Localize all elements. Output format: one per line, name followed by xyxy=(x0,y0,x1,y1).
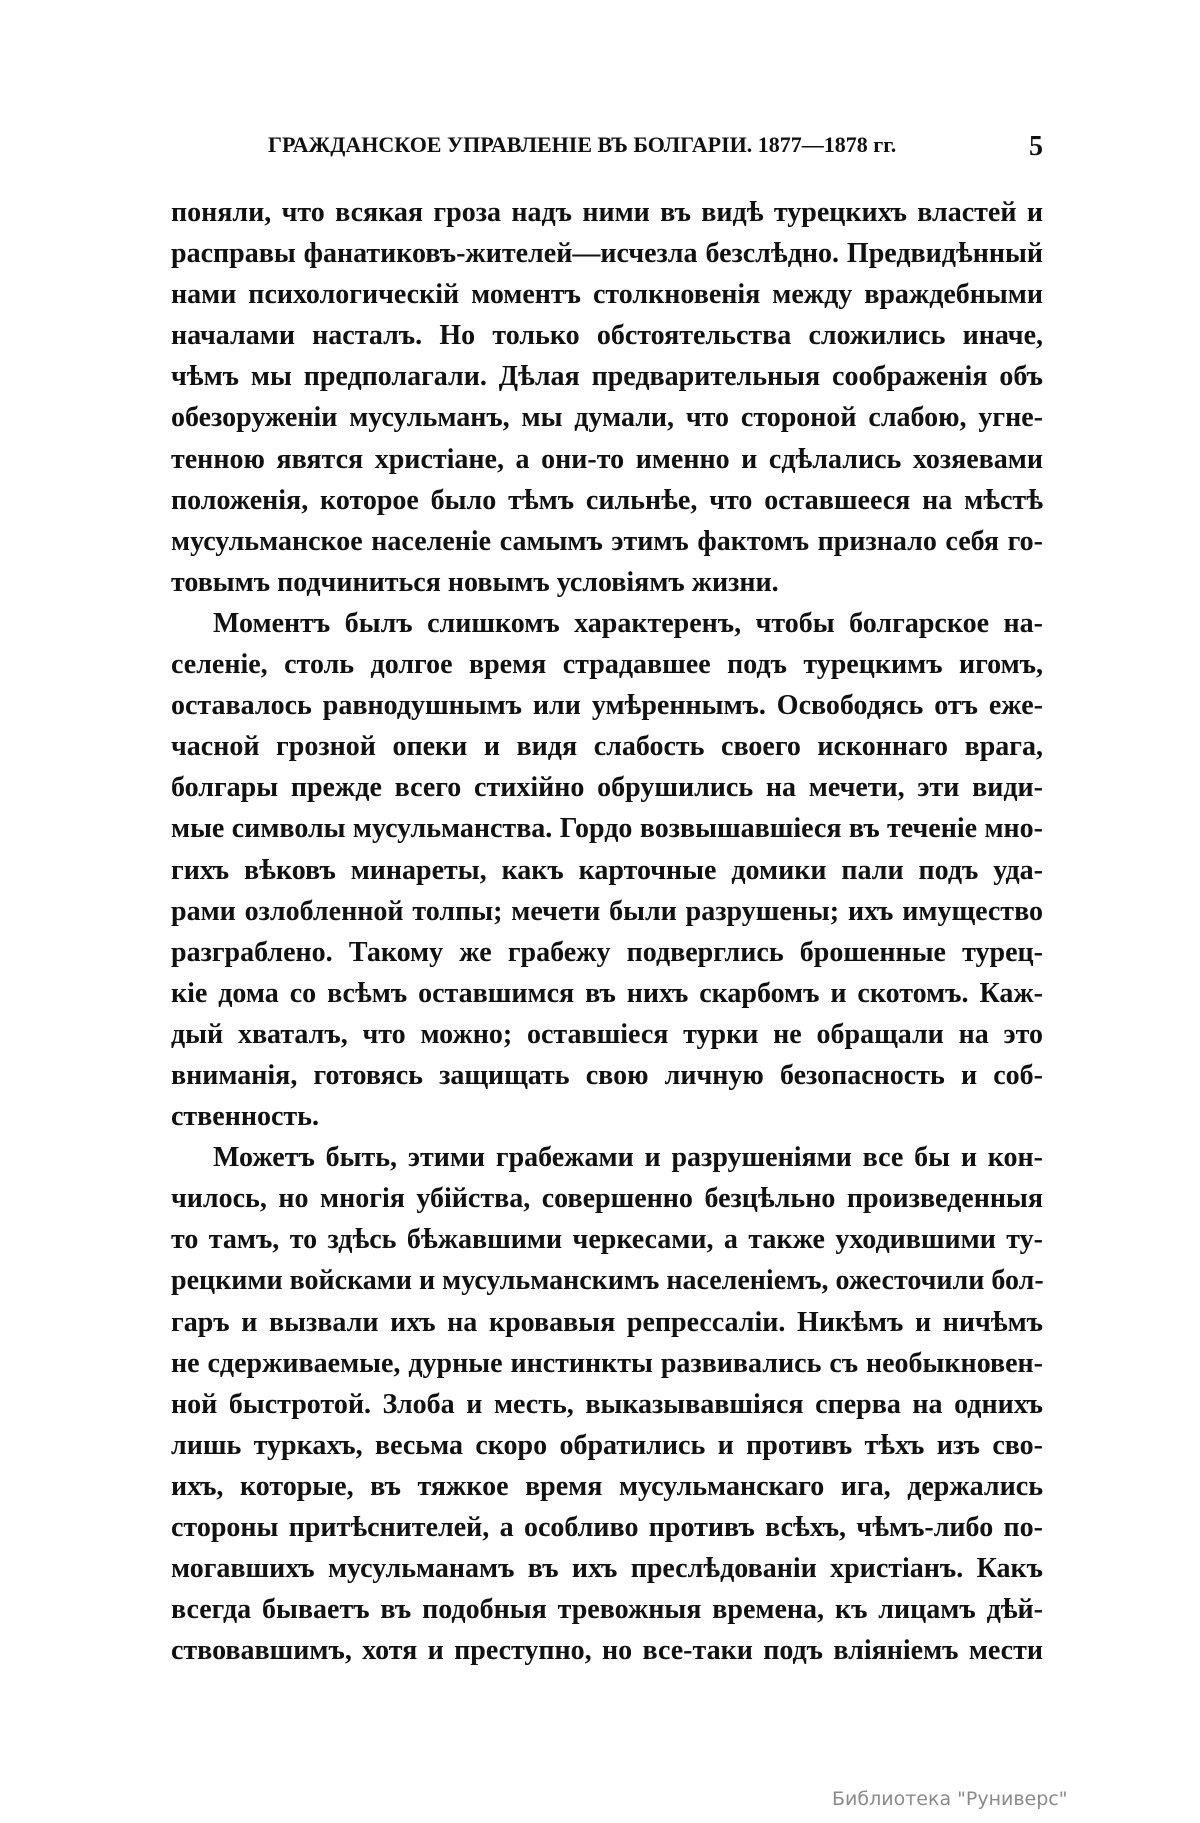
text-line: чилось, но многія убійства, совершенно безцѣльно произведенныя xyxy=(171,1183,1043,1215)
running-title-container xyxy=(268,132,989,166)
text-line: вниманія, готовясь защищать свою личную безопасность и соб- xyxy=(171,1059,1043,1091)
text-line: чѣмъ мы предполагали. Дѣлая предварительныя соображенія объ xyxy=(171,361,1043,393)
running-title: ГРАЖДАНСКОЕ УПРАВЛЕНІЕ ВЪ БОЛГАРІИ. 1877—1878 гг. xyxy=(268,132,897,157)
page-number: 5 xyxy=(1029,131,1043,162)
text-line: началами насталъ. Но только обстоятельства сложились иначе, xyxy=(171,320,1043,352)
text-line: часной грозной опеки и видя слабость своего исконнаго врага, xyxy=(171,731,1043,763)
text-line: нами психологическій моментъ столкновенія между враждебными xyxy=(171,279,1043,311)
text-line: не сдерживаемые, дурные инстинкты развивались съ необыкновен- xyxy=(171,1347,1043,1379)
page-header xyxy=(268,132,1043,172)
text-line: то тамъ, то здѣсь бѣжавшими черкесами, а также уходившими ту- xyxy=(171,1224,1043,1256)
text-line: Можетъ быть, этими грабежами и разрушеніями все бы и кон- xyxy=(213,1142,1043,1174)
library-watermark: Библиотека "Руниверс" xyxy=(832,1788,1068,1810)
text-line: гаръ и вызвали ихъ на кровавыя репрессаліи. Никѣмъ и ничѣмъ xyxy=(171,1306,1043,1338)
text-line: болгары прежде всего стихійно обрушились на мечети, эти види- xyxy=(171,772,1043,804)
text-line: Моментъ былъ слишкомъ характеренъ, чтобы болгарское на- xyxy=(213,607,1043,639)
text-line: гихъ вѣковъ минареты, какъ карточные домики пали подъ уда- xyxy=(171,854,1043,886)
text-line: могавшихъ мусульманамъ въ ихъ преслѣдованіи христіанъ. Какъ xyxy=(171,1553,1043,1585)
text-line: мусульманское населеніе самымъ этимъ фактомъ признало себя го- xyxy=(171,525,1043,557)
text-line: рами озлобленной толпы; мечети были разрушены; ихъ имущество xyxy=(171,895,1043,927)
text-line: расправы фанатиковъ-жителей—исчезла безслѣдно. Предвидѣнный xyxy=(171,238,1043,270)
body-text xyxy=(171,192,1043,1671)
text-line: дый хваталъ, что можно; оставшіеся турки не обращали на это xyxy=(171,1018,1043,1050)
text-line: товымъ подчиниться новымъ условіямъ жизни. xyxy=(171,566,779,598)
text-line: мые символы мусульманства. Гордо возвышавшіеся въ теченіе мно- xyxy=(171,813,1043,845)
text-line: тенною явятся христіане, а они-то именно и сдѣлались хозяевами xyxy=(171,443,1043,475)
text-line: оставалось равнодушнымъ или умѣреннымъ. Освободясь отъ еже- xyxy=(171,690,1043,722)
text-line: положенія, которое было тѣмъ сильнѣе, что оставшееся на мѣстѣ xyxy=(171,484,1043,516)
text-line: селеніе, столь долгое время страдавшее подъ турецкимъ игомъ, xyxy=(171,649,1043,681)
text-line: ной быстротой. Злоба и месть, выказывавшіяся сперва на однихъ xyxy=(171,1388,1043,1420)
text-line: всегда бываетъ въ подобныя тревожныя времена, къ лицамъ дѣй- xyxy=(171,1594,1043,1626)
text-line: поняли, что всякая гроза надъ ними въ видѣ турецкихъ властей и xyxy=(171,197,1043,228)
text-line: ственность. xyxy=(171,1101,319,1133)
text-line: разграблено. Такому же грабежу подверглись брошенные турец- xyxy=(171,936,1043,968)
text-line: ихъ, которые, въ тяжкое время мусульманскаго ига, держались xyxy=(171,1470,1043,1502)
text-line: лишь туркахъ, весьма скоро обратились и противъ тѣхъ изъ сво- xyxy=(171,1429,1043,1461)
text-line: кіе дома со всѣмъ оставшимся въ нихъ скарбомъ и скотомъ. Каж- xyxy=(171,977,1043,1009)
text-line: обезоруженіи мусульманъ, мы думали, что стороной слабою, угне- xyxy=(171,402,1043,434)
text-line: стороны притѣснителей, а особливо противъ всѣхъ, чѣмъ-либо по- xyxy=(171,1512,1043,1543)
text-line: рецкими войсками и мусульманскимъ населеніемъ, ожесточили бол- xyxy=(171,1265,1044,1297)
text-line: ствовавшимъ, хотя и преступно, но все-таки подъ вліяніемъ мести xyxy=(171,1635,1043,1667)
